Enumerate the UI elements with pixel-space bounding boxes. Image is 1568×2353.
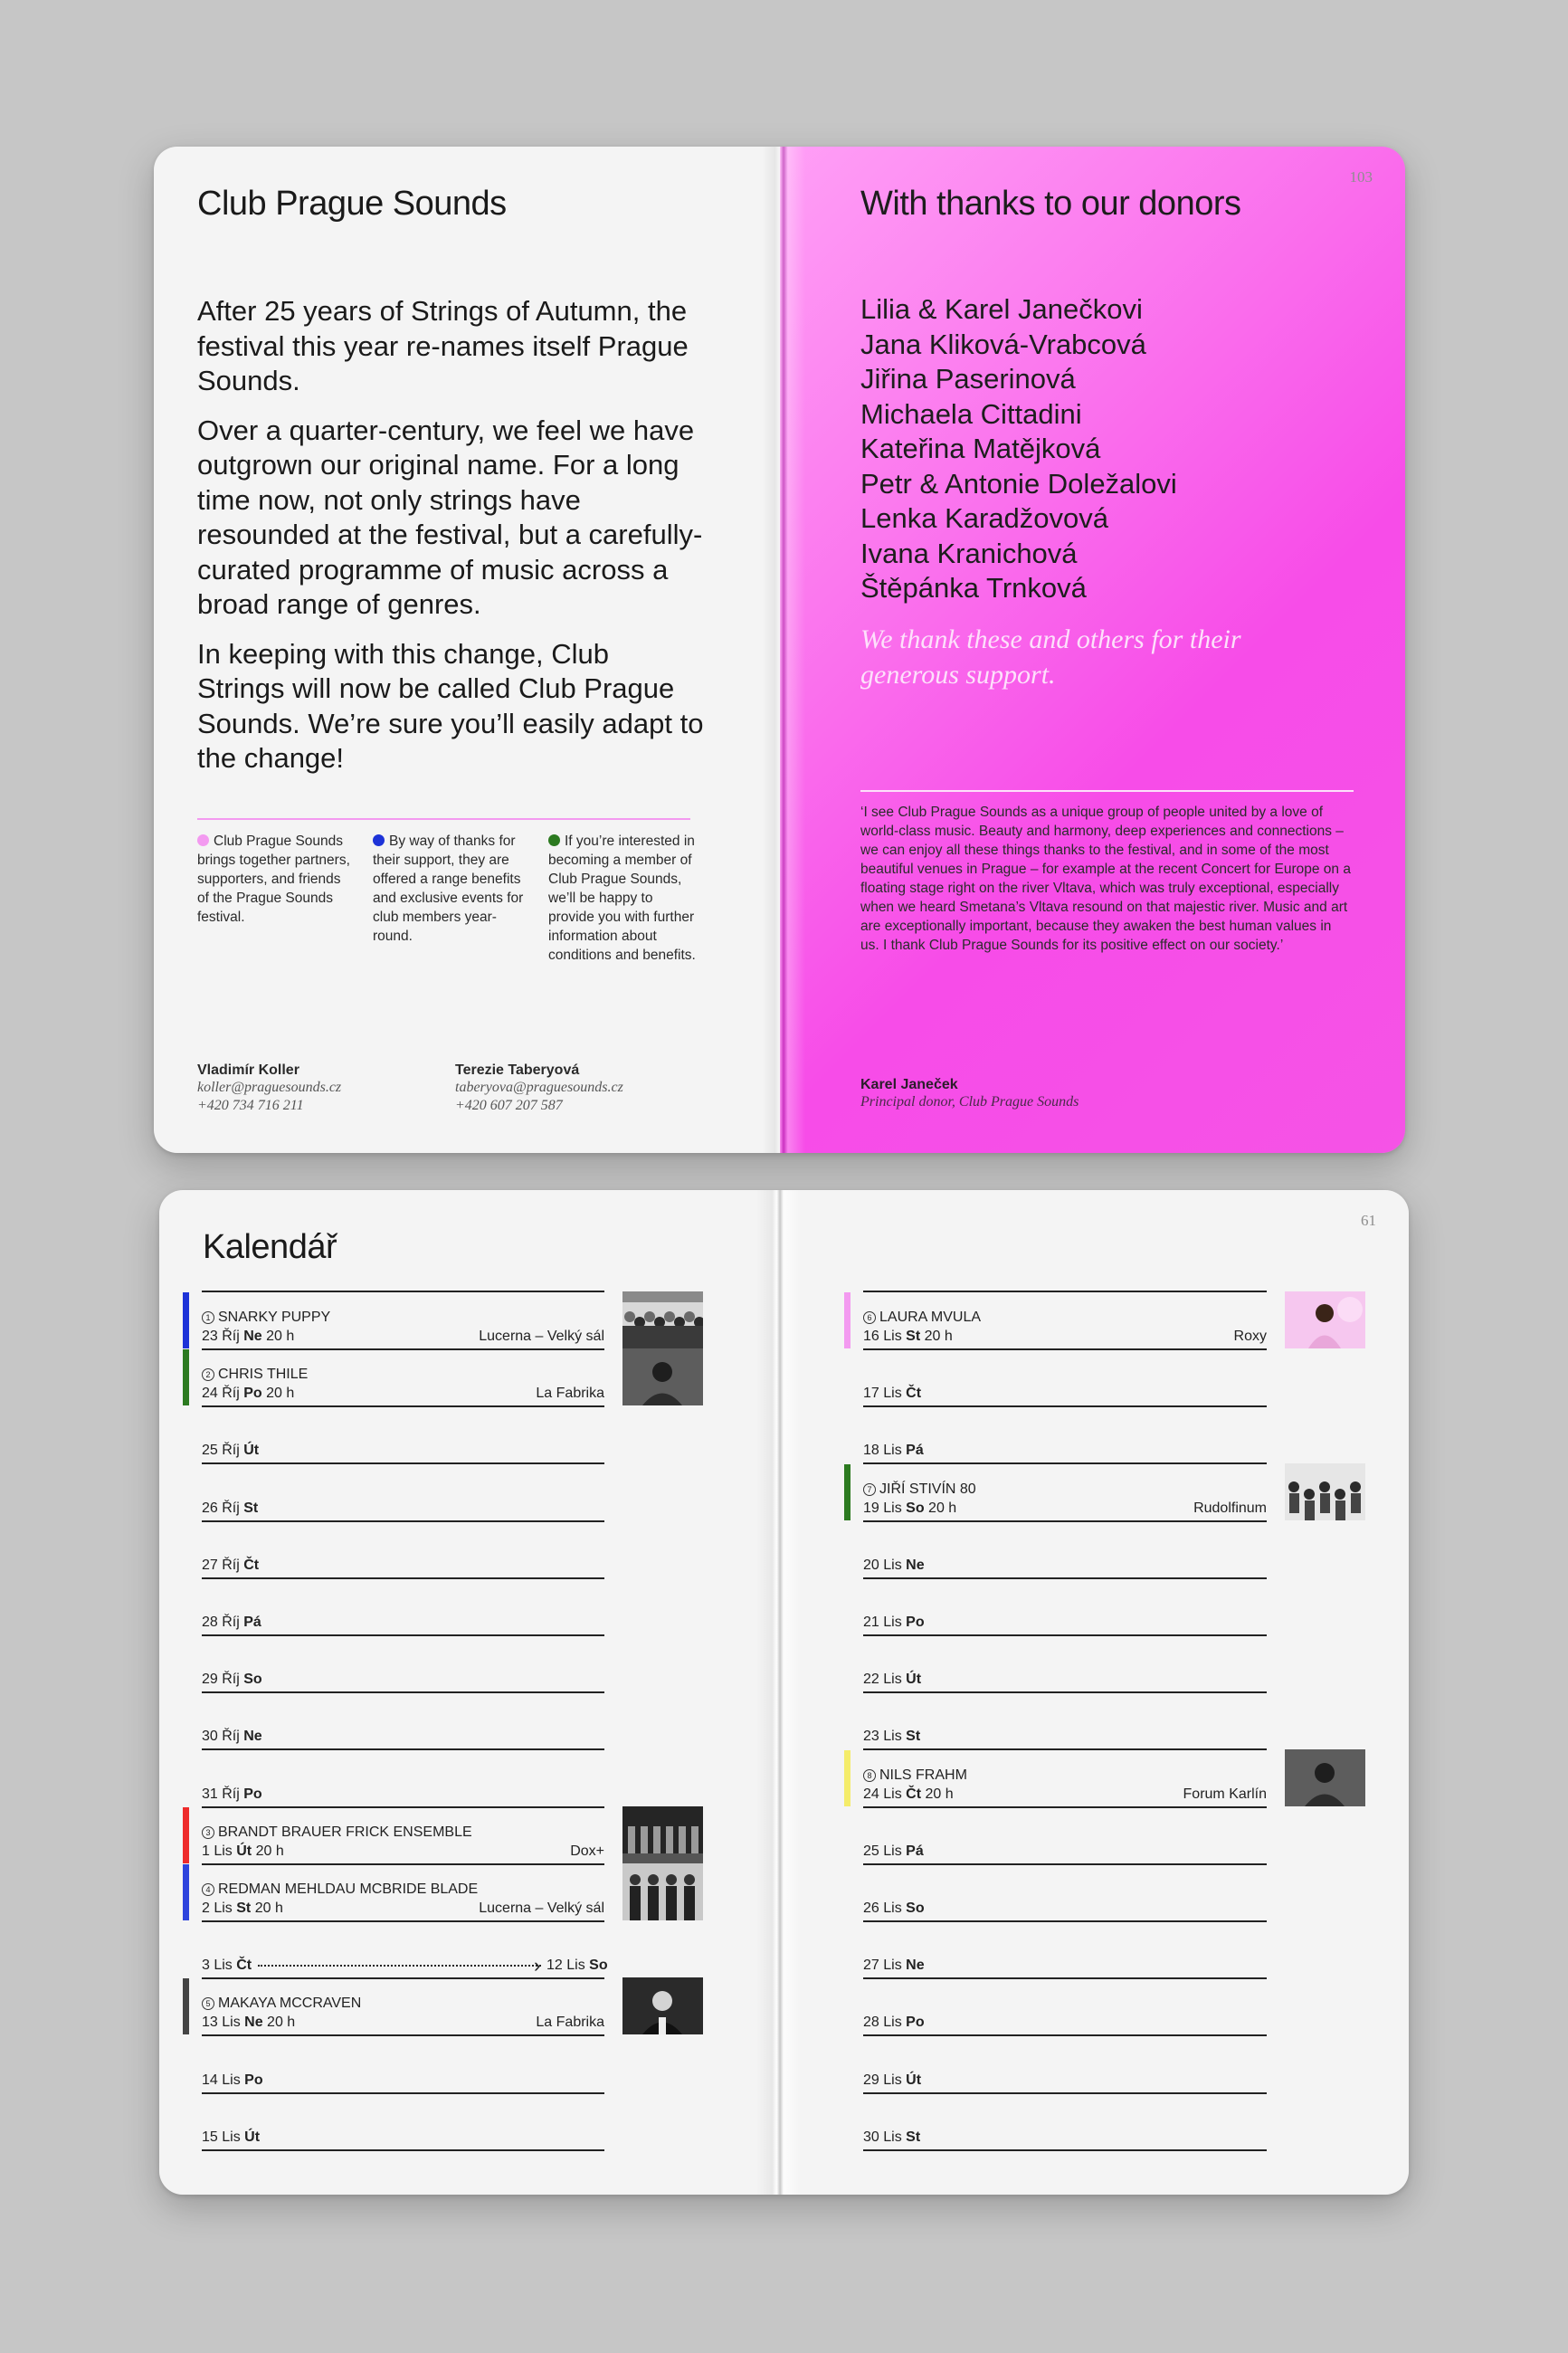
event-title[interactable]: 1 SNARKY PUPPY bbox=[202, 1310, 330, 1326]
row-divider bbox=[202, 2034, 604, 2036]
row-divider bbox=[202, 1806, 604, 1808]
row-divider bbox=[863, 1977, 1267, 1979]
date-label: 16 Lis bbox=[863, 1329, 907, 1344]
row-divider bbox=[863, 1291, 1267, 1292]
contact-email[interactable]: koller@praguesounds.cz bbox=[197, 1080, 342, 1095]
row-divider bbox=[202, 1748, 604, 1750]
event-title[interactable]: 4 REDMAN MEHLDAU MCBRIDE BLADE bbox=[202, 1881, 478, 1898]
weekday-label: Ne bbox=[244, 2015, 263, 2031]
row-date bbox=[863, 1615, 925, 1631]
row-date bbox=[202, 2015, 295, 2031]
event-venue: La Fabrika bbox=[536, 1386, 604, 1402]
event-color-bar bbox=[844, 1750, 851, 1806]
row-divider bbox=[202, 1977, 604, 1979]
contact-email[interactable]: taberyova@praguesounds.cz bbox=[455, 1080, 623, 1095]
row-divider bbox=[863, 1462, 1267, 1464]
page-title: Kalendář bbox=[203, 1228, 337, 1266]
thanks-note: We thank these and others for their generous support. bbox=[860, 624, 1241, 690]
weekday-label: Čt bbox=[906, 1386, 922, 1402]
info-column: If you’re interested in becoming a member of Club Prague Sounds, we’ll be happy to provide you with further information about conditions and benefits. bbox=[548, 834, 696, 963]
weekday-label: Čt bbox=[906, 1786, 922, 1802]
event-number-badge: 7 bbox=[863, 1483, 876, 1496]
signature bbox=[860, 1077, 1079, 1111]
date-label: 27 Lis bbox=[863, 1958, 907, 1974]
event-venue: La Fabrika bbox=[536, 2015, 604, 2031]
date-label: 25 Říj bbox=[202, 1443, 244, 1459]
row-divider bbox=[202, 1920, 604, 1922]
club-spread bbox=[154, 147, 1405, 1153]
event-photo[interactable] bbox=[622, 1348, 703, 1405]
event-title[interactable]: 5 MAKAYA MCCRAVEN bbox=[202, 1996, 361, 2012]
date-label: 21 Lis bbox=[863, 1615, 907, 1630]
weekday-label: St bbox=[906, 2129, 921, 2145]
page-number: 103 bbox=[1349, 168, 1373, 186]
donor-name: Lenka Karadžovová bbox=[860, 502, 1109, 534]
event-title[interactable]: 7 JIŘÍ STIVÍN 80 bbox=[863, 1481, 976, 1498]
row-date bbox=[202, 1843, 284, 1860]
date-label: 23 Lis bbox=[863, 1729, 907, 1745]
intro-text bbox=[197, 294, 704, 791]
row-divider bbox=[202, 1348, 604, 1350]
donor-name: Lilia & Karel Janečkovi bbox=[860, 293, 1143, 325]
donor-name: Jiřina Paserinová bbox=[860, 363, 1076, 395]
row-divider bbox=[202, 1577, 604, 1579]
event-venue: Rudolfinum bbox=[1193, 1500, 1267, 1516]
row-date bbox=[202, 1615, 261, 1631]
row-divider bbox=[202, 1405, 604, 1407]
weekday-label: Po bbox=[906, 2015, 925, 2031]
row-date bbox=[202, 1729, 262, 1745]
info-column: By way of thanks for their support, they are offered a range benefits and exclusive events for club members year-round. bbox=[373, 834, 524, 944]
event-photo[interactable] bbox=[622, 1291, 703, 1348]
weekday-label: Pá bbox=[906, 1843, 924, 1859]
weekday-label: Po bbox=[906, 1615, 925, 1630]
donor-name: Petr & Antonie Doležalovi bbox=[860, 467, 1177, 500]
event-venue: Dox+ bbox=[570, 1843, 604, 1859]
event-number-badge: 3 bbox=[202, 1826, 214, 1839]
row-divider bbox=[202, 2092, 604, 2094]
contact-phone[interactable]: +420 607 207 587 bbox=[455, 1098, 563, 1113]
date-label: 27 Říj bbox=[202, 1557, 244, 1573]
time-label: 20 h bbox=[251, 1900, 283, 1916]
date-label: 24 Říj bbox=[202, 1386, 244, 1402]
date-label: 24 Lis bbox=[863, 1786, 907, 1802]
calendar-page-right bbox=[778, 1190, 1409, 2195]
weekday-label: So bbox=[906, 1900, 925, 1916]
row-date bbox=[863, 1843, 924, 1860]
page-title: Club Prague Sounds bbox=[197, 185, 507, 223]
row-date bbox=[202, 1443, 259, 1459]
time-label: 20 h bbox=[262, 2015, 296, 2031]
weekday-label: Po bbox=[243, 1386, 262, 1402]
event-photo[interactable] bbox=[1285, 1463, 1365, 1520]
event-number-badge: 2 bbox=[202, 1368, 214, 1381]
event-title[interactable]: 2 CHRIS THILE bbox=[202, 1367, 308, 1383]
donor-quote: ‘I see Club Prague Sounds as a unique group of people united by a love of world-class music. Beauty and harmony, deep experiences and connections – we can enjoy all these things thanks to the festival, and in some of the most beautiful venues in Prague – for example at the recent Concert for Europe on a floating stage right on the river Vltava, which was truly exceptional, especially when we heard Smetana’s Vltava resound on that majestic river. Music and art are exceptionally important, because they awaken the best human values in us. I thank Club Prague Sounds for its positive effect on our society.’ bbox=[860, 805, 1351, 953]
row-divider bbox=[863, 2034, 1267, 2036]
date-label: 28 Říj bbox=[202, 1615, 244, 1630]
calendar-spread bbox=[159, 1190, 1409, 2195]
row-divider bbox=[863, 1863, 1267, 1865]
date-label: 26 Říj bbox=[202, 1500, 244, 1516]
row-date bbox=[863, 1729, 920, 1745]
signature-name: Karel Janeček bbox=[860, 1077, 958, 1092]
weekday-label: St bbox=[906, 1729, 921, 1745]
row-date bbox=[202, 1958, 252, 1974]
event-color-bar bbox=[183, 1978, 189, 2034]
event-title[interactable]: 6 LAURA MVULA bbox=[863, 1310, 981, 1326]
contact-name: Terezie Taberyová bbox=[455, 1062, 580, 1078]
date-label: 25 Lis bbox=[863, 1843, 907, 1859]
info-column: Club Prague Sounds brings together partners, supporters, and friends of the Prague Sounds festival. bbox=[197, 834, 350, 925]
row-date bbox=[863, 2072, 921, 2089]
event-color-bar bbox=[183, 1292, 189, 1348]
row-date bbox=[863, 2015, 925, 2031]
donor-name: Jana Kliková-Vrabcová bbox=[860, 328, 1146, 360]
event-color-bar bbox=[183, 1807, 189, 1863]
date-label: 17 Lis bbox=[863, 1386, 907, 1402]
weekday-label: Čt bbox=[236, 1958, 252, 1974]
weekday-label: Út bbox=[906, 1672, 922, 1688]
row-date bbox=[202, 1329, 294, 1345]
event-title[interactable]: 8 NILS FRAHM bbox=[863, 1767, 967, 1784]
row-date bbox=[863, 1786, 954, 1803]
weekday-label: Ne bbox=[906, 1958, 925, 1974]
contact bbox=[197, 1062, 341, 1115]
event-number-badge: 5 bbox=[202, 1997, 214, 2010]
row-divider bbox=[863, 1405, 1267, 1407]
event-venue: Forum Karlín bbox=[1183, 1786, 1267, 1802]
page-title: With thanks to our donors bbox=[860, 185, 1241, 223]
paragraph: In keeping with this change, Club Strings will now be called Club Prague Sounds. We’re sure you’ll easily adapt to the change! bbox=[197, 637, 704, 774]
row-divider bbox=[863, 1348, 1267, 1350]
range-end-date: 12 Lis So bbox=[546, 1958, 608, 1974]
event-color-bar bbox=[183, 1349, 189, 1405]
row-date bbox=[863, 1558, 925, 1574]
row-date bbox=[863, 1386, 921, 1402]
donor-name: Michaela Cittadini bbox=[860, 397, 1082, 430]
weekday-label: Čt bbox=[243, 1557, 260, 1573]
row-divider bbox=[863, 1806, 1267, 1808]
event-color-bar bbox=[844, 1292, 851, 1348]
row-date bbox=[202, 1500, 258, 1517]
weekday-label: Ne bbox=[243, 1729, 262, 1745]
signature-role: Principal donor, Club Prague Sounds bbox=[860, 1094, 1079, 1110]
weekday-label: Út bbox=[243, 1443, 260, 1459]
paragraph: Over a quarter-century, we feel we have outgrown our original name. For a long time now, not only strings have resounded at the festival, but a carefully-curated programme of music across a broad range of genres. bbox=[197, 414, 703, 620]
row-date bbox=[202, 2129, 260, 2146]
row-date bbox=[863, 2129, 920, 2146]
page-number: 61 bbox=[1361, 1212, 1376, 1229]
row-divider bbox=[202, 1634, 604, 1636]
weekday-label: Pá bbox=[243, 1615, 261, 1630]
date-label: 22 Lis bbox=[863, 1672, 907, 1688]
date-label: 1 Lis bbox=[202, 1843, 237, 1859]
time-label: 20 h bbox=[252, 1843, 284, 1859]
event-venue: Lucerna – Velký sál bbox=[479, 1900, 604, 1916]
event-photo[interactable] bbox=[1285, 1749, 1365, 1806]
weekday-label: Ne bbox=[243, 1329, 262, 1344]
event-photo[interactable] bbox=[622, 1977, 703, 2034]
weekday-label: St bbox=[243, 1500, 259, 1516]
date-label: 30 Lis bbox=[863, 2129, 907, 2145]
row-date bbox=[863, 1329, 953, 1345]
weekday-label: So bbox=[243, 1672, 262, 1688]
weekday-label: So bbox=[906, 1500, 925, 1516]
row-date bbox=[202, 1386, 294, 1402]
event-photo[interactable] bbox=[1285, 1291, 1365, 1348]
time-label: 20 h bbox=[921, 1786, 954, 1802]
date-label: 30 Říj bbox=[202, 1729, 244, 1745]
row-date bbox=[863, 1958, 925, 1974]
weekday-label: Po bbox=[243, 1786, 262, 1802]
row-divider bbox=[202, 1691, 604, 1693]
row-date bbox=[863, 1500, 956, 1517]
date-label: 2 Lis bbox=[202, 1900, 237, 1916]
weekday-label: St bbox=[906, 1329, 921, 1344]
contact-name: Vladimír Koller bbox=[197, 1062, 299, 1078]
paragraph: After 25 years of Strings of Autumn, the festival this year re-names itself Prague Sounds. bbox=[197, 295, 689, 396]
event-number-badge: 4 bbox=[202, 1883, 214, 1896]
date-label: 20 Lis bbox=[863, 1557, 907, 1573]
date-label: 23 Říj bbox=[202, 1329, 244, 1344]
event-venue: Roxy bbox=[1233, 1329, 1267, 1344]
row-date bbox=[202, 1786, 262, 1803]
event-color-bar bbox=[183, 1864, 189, 1920]
weekday-label: Út bbox=[906, 2072, 922, 2088]
row-divider bbox=[863, 1748, 1267, 1750]
time-label: 20 h bbox=[261, 1386, 295, 1402]
contact bbox=[455, 1062, 623, 1115]
row-date bbox=[202, 1672, 262, 1688]
donors-page bbox=[780, 147, 1405, 1153]
time-label: 20 h bbox=[261, 1329, 295, 1344]
row-divider bbox=[202, 1863, 604, 1865]
date-label: 29 Říj bbox=[202, 1672, 244, 1688]
date-label: 19 Lis bbox=[863, 1500, 907, 1516]
donor-list bbox=[860, 292, 1367, 606]
blue-dot-icon bbox=[373, 834, 385, 846]
donor-name: Kateřina Matějková bbox=[860, 433, 1101, 464]
event-title[interactable]: 3 BRANDT BRAUER FRICK ENSEMBLE bbox=[202, 1824, 472, 1841]
event-photo[interactable] bbox=[622, 1806, 703, 1863]
divider bbox=[197, 818, 690, 820]
weekday-label: Út bbox=[236, 1843, 252, 1859]
time-label: 20 h bbox=[924, 1500, 957, 1516]
contact-phone[interactable]: +420 734 716 211 bbox=[197, 1098, 304, 1113]
date-label: 31 Říj bbox=[202, 1786, 244, 1802]
date-label: 18 Lis bbox=[863, 1443, 907, 1459]
pink-dot-icon bbox=[197, 834, 209, 846]
donor-name: Ivana Kranichová bbox=[860, 537, 1078, 569]
weekday-label: Ne bbox=[906, 1557, 925, 1573]
time-label: 20 h bbox=[920, 1329, 953, 1344]
club-page bbox=[154, 147, 780, 1153]
date-label: 28 Lis bbox=[863, 2015, 907, 2031]
row-date bbox=[202, 1558, 259, 1574]
calendar-page-left bbox=[159, 1190, 778, 2195]
date-label: 14 Lis bbox=[202, 2072, 245, 2088]
date-range-arrow bbox=[258, 1965, 541, 1967]
event-color-bar bbox=[844, 1464, 851, 1520]
date-label: 26 Lis bbox=[863, 1900, 907, 1916]
row-date bbox=[863, 1900, 925, 1917]
row-divider bbox=[202, 1291, 604, 1292]
event-number-badge: 8 bbox=[863, 1769, 876, 1782]
event-number-badge: 6 bbox=[863, 1311, 876, 1324]
row-divider bbox=[202, 2149, 604, 2151]
arrow-head-icon: › bbox=[534, 1954, 541, 1977]
row-divider bbox=[863, 1634, 1267, 1636]
green-dot-icon bbox=[548, 834, 560, 846]
donor-name: Štěpánka Trnková bbox=[860, 572, 1087, 604]
row-divider bbox=[863, 1520, 1267, 1522]
row-date bbox=[202, 2072, 263, 2089]
date-label: 15 Lis bbox=[202, 2129, 245, 2145]
row-date bbox=[863, 1672, 921, 1688]
weekday-label: Po bbox=[244, 2072, 263, 2088]
event-photo[interactable] bbox=[622, 1863, 703, 1920]
event-venue: Lucerna – Velký sál bbox=[479, 1329, 604, 1344]
row-divider bbox=[863, 2092, 1267, 2094]
date-label: 13 Lis bbox=[202, 2015, 245, 2031]
row-divider bbox=[863, 1577, 1267, 1579]
row-divider bbox=[863, 1691, 1267, 1693]
row-divider bbox=[863, 2149, 1267, 2151]
row-divider bbox=[202, 1462, 604, 1464]
weekday-label: Pá bbox=[906, 1443, 924, 1459]
row-divider bbox=[202, 1520, 604, 1522]
weekday-label: Út bbox=[244, 2129, 261, 2145]
row-divider bbox=[863, 1920, 1267, 1922]
event-number-badge: 1 bbox=[202, 1311, 214, 1324]
weekday-label: St bbox=[236, 1900, 252, 1916]
date-label: 3 Lis bbox=[202, 1958, 237, 1974]
row-date bbox=[202, 1900, 283, 1917]
date-label: 29 Lis bbox=[863, 2072, 907, 2088]
row-date bbox=[863, 1443, 924, 1459]
divider bbox=[860, 790, 1354, 792]
